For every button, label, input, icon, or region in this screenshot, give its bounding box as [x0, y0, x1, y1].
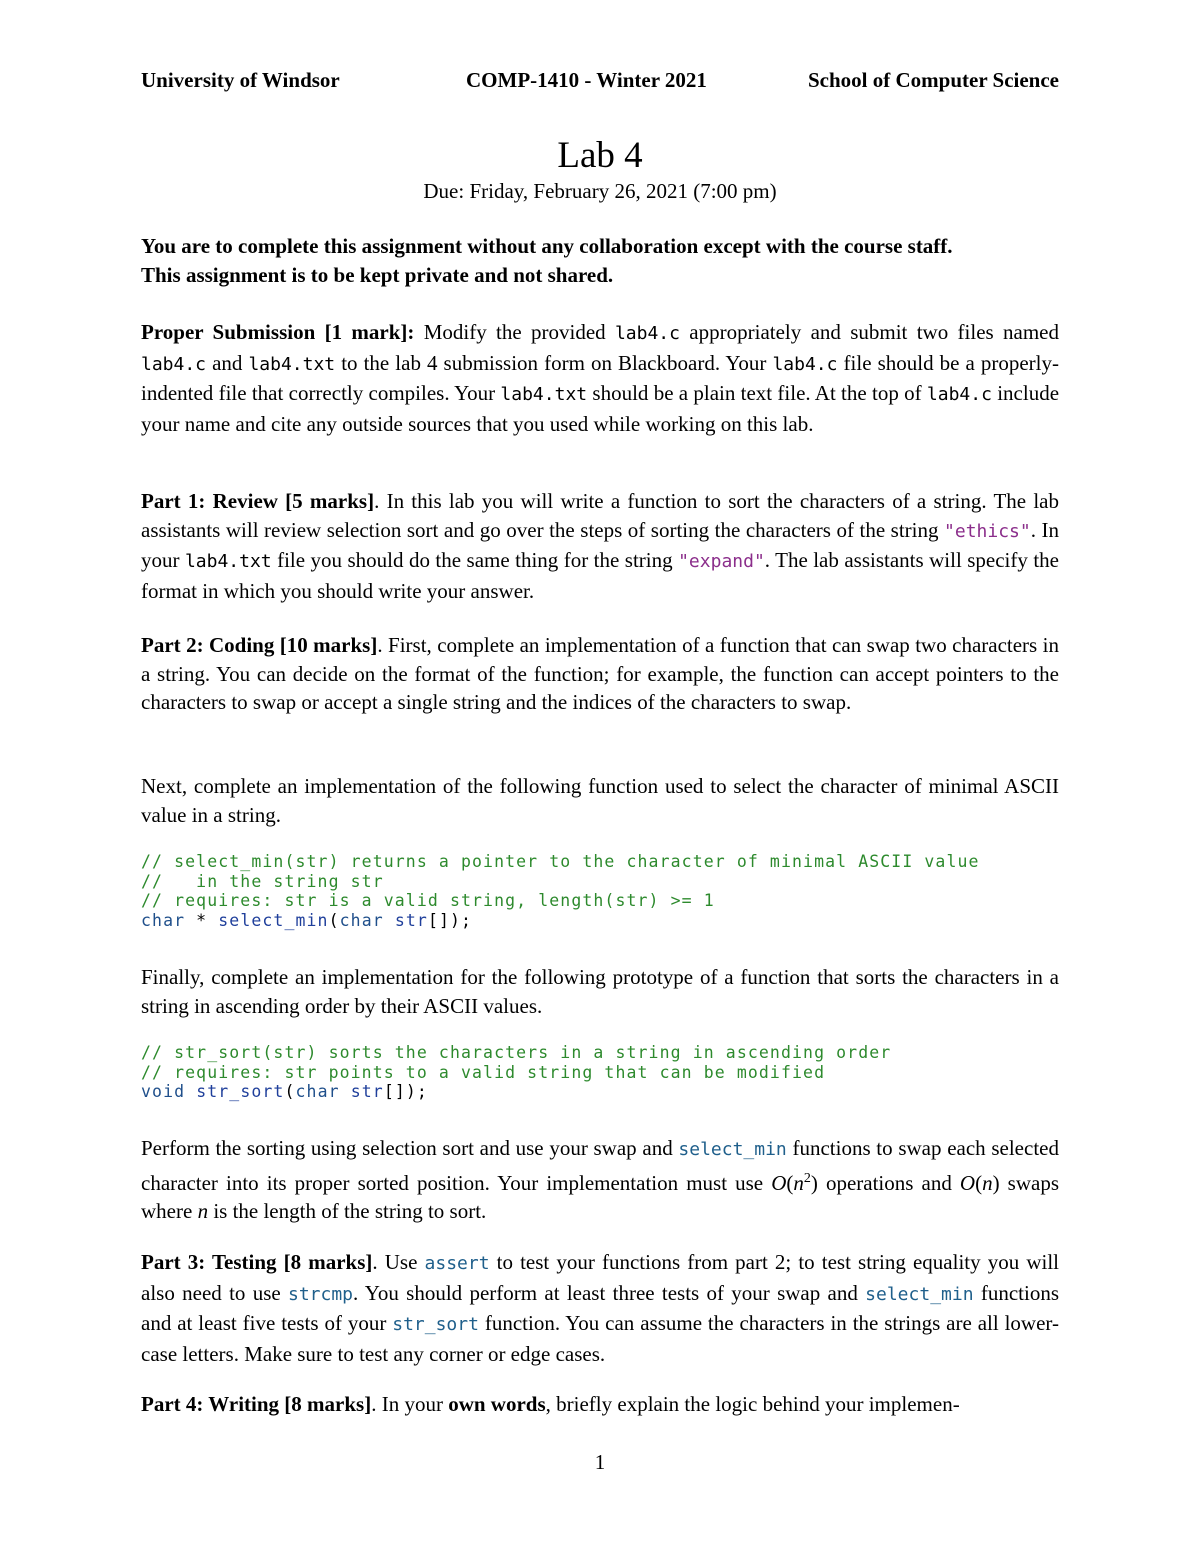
text: . In this lab you will write a function to sort the characters of a string. The lab assistants will review selection sort and go over the steps of sorting the characters of the string [141, 489, 1059, 542]
text: ( [786, 1170, 794, 1195]
header-course: COMP-1410 - Winter 2021 [466, 68, 707, 92]
text: ( [975, 1170, 983, 1195]
part1-heading: Part 1: Review [5 marks] [141, 489, 375, 513]
code-filename: lab4.txt [248, 353, 336, 375]
code-comment: // requires: str is a valid string, length(str) >= 1 [141, 891, 715, 910]
string-literal: "ethics" [944, 520, 1031, 542]
text: is the length of the string to sort. [208, 1199, 487, 1223]
code-type: char [339, 910, 384, 930]
code-text [185, 1082, 196, 1101]
code-filename: lab4.txt [184, 551, 272, 572]
page-title: Lab 4 [557, 135, 643, 176]
part2-paragraph [141, 631, 1059, 717]
code-filename: lab4.txt [500, 384, 588, 405]
code-comment: // str_sort(str) sorts the characters in a string in ascending order [141, 1043, 892, 1062]
part2-finally-paragraph: Finally, complete an implementation for the following prototype of a function that sorts the characters in a string in ascending order by their ASCII values. [141, 965, 1059, 1018]
code-text: ( [328, 910, 340, 930]
code-param: str [394, 910, 428, 930]
text: and [206, 350, 249, 375]
code-text: * [185, 910, 219, 930]
text: ) operations and [810, 1170, 960, 1195]
text: . The lab assistants will specify the format in which you should write your answer. [141, 548, 1059, 603]
code-text: ( [284, 1082, 296, 1101]
code-type: void [141, 1082, 186, 1101]
part1-paragraph [141, 487, 1059, 605]
code-filename: lab4.c [141, 353, 207, 375]
code-filename: lab4.c [926, 384, 992, 405]
text: . In your [141, 517, 1059, 572]
text: appropriately and submit two files named [679, 320, 1059, 344]
text: file you should do the same thing for the string [271, 548, 679, 572]
code-function-name: str_sort [196, 1082, 285, 1101]
text: to test your functions from part 2; to test string equality you will also need to use [141, 1250, 1059, 1305]
math-symbol: O [771, 1170, 787, 1195]
part2-next-paragraph: Next, complete an implementation of the following function used to select the character of minimal ASCII value in a string. [141, 774, 1059, 827]
code-type: char [141, 910, 186, 930]
code-function-name: str_sort [392, 1314, 479, 1335]
math-symbol: n [197, 1199, 209, 1223]
text: , briefly explain the logic behind your implemen- [545, 1392, 960, 1416]
text: function. You can assume the characters in the strings are all lower-case letters. Make sure to test any corner or edge cases. [141, 1311, 1059, 1366]
notice-line-2: This assignment is to be kept private and not shared. [141, 262, 614, 287]
text: Modify the provided [414, 320, 615, 344]
text: ) swaps where [141, 1170, 1059, 1223]
code-function-name: select_min [218, 910, 329, 930]
page-number: 1 [594, 1450, 606, 1474]
part3-heading: Part 3: Testing [8 marks] [141, 1250, 373, 1274]
text: should be a plain text file. At the top of [587, 381, 927, 405]
code-type: char [295, 1082, 340, 1101]
code-function-name: select_min [865, 1283, 974, 1305]
code-function-name: select_min [678, 1139, 787, 1160]
part3-paragraph [141, 1248, 1059, 1368]
string-literal: "expand" [678, 551, 765, 572]
text: . Use [372, 1250, 425, 1274]
code-comment: // requires: str points to a valid string that can be modified [141, 1062, 826, 1082]
text: . In your [371, 1392, 449, 1416]
code-text: []); [427, 910, 473, 930]
select-min-code-block [141, 852, 1059, 930]
code-text [340, 1082, 351, 1101]
submission-heading: Proper Submission [1 mark]: [141, 320, 415, 344]
emphasis-text: own words [448, 1392, 546, 1416]
code-filename: lab4.c [614, 323, 680, 344]
header-school: School of Computer Science [807, 68, 1059, 92]
math-symbol: O [959, 1170, 976, 1195]
code-param: str [350, 1082, 384, 1101]
part2-heading: Part 2: Coding [10 marks] [141, 633, 378, 657]
text: functions to swap each selected character into its proper sorted position. Your implementation must use [141, 1136, 1059, 1195]
code-function-name: strcmp [287, 1283, 354, 1305]
code-text [384, 911, 395, 930]
perform-paragraph [141, 1134, 1059, 1226]
text: functions and at least five tests of your [141, 1280, 1059, 1335]
code-comment: // in the string str [141, 871, 384, 891]
math-exponent: 2 [803, 1170, 811, 1186]
str-sort-code-block [141, 1043, 1059, 1102]
code-comment: // select_min(str) returns a pointer to the character of minimal ASCII value [141, 852, 980, 871]
math-symbol: n [982, 1170, 993, 1195]
text: file should be a properly-indented file that correctly compiles. Your [141, 350, 1059, 405]
code-filename: lab4.c [772, 353, 838, 375]
collaboration-notice [141, 232, 1059, 289]
text: to the lab 4 submission form on Blackboard. Your [335, 350, 773, 375]
math-symbol: n [793, 1170, 804, 1195]
part4-paragraph [141, 1390, 1059, 1419]
due-date: Due: Friday, February 26, 2021 (7:00 pm) [423, 179, 777, 203]
text: . First, complete an implementation of a function that can swap two characters in a string. You can decide on the format of the function; for example, the function can accept pointers to the characters to swap or accept a single string and the indices of the characters to swap. [141, 633, 1059, 714]
submission-paragraph [141, 318, 1059, 438]
notice-line-1: You are to complete this assignment without any collaboration except with the course staff. [141, 234, 953, 258]
header-university: University of Windsor [141, 68, 340, 92]
text: Perform the sorting using selection sort and use your swap and [141, 1136, 679, 1160]
text: include your name and cite any outside sources that you used while working on this lab. [141, 381, 1060, 436]
part4-heading: Part 4: Writing [8 marks] [141, 1392, 372, 1416]
text: . You should perform at least three tests of your swap and [353, 1280, 866, 1305]
code-function-name: assert [424, 1253, 490, 1274]
code-text: []); [383, 1082, 428, 1101]
